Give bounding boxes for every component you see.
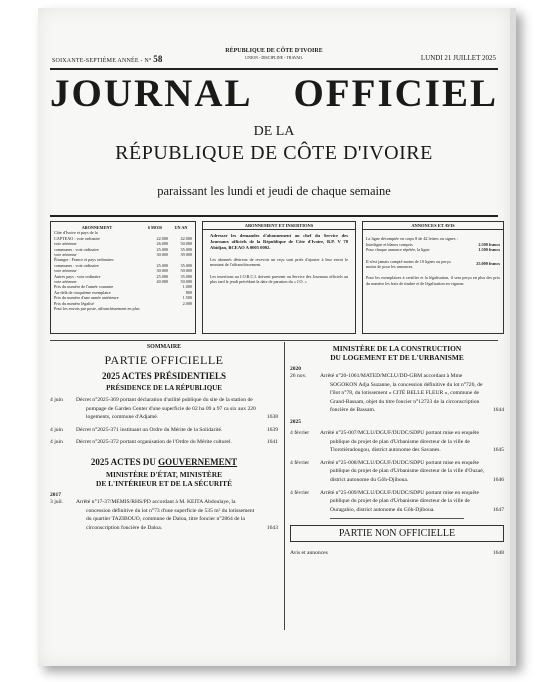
partie-officielle-heading: PARTIE OFFICIELLE (104, 353, 224, 367)
annonces-box: ANNONCES ET AVIS La ligne décomptée en corps 8 de 42 lettres ou signes : Interligne et blancs compris 2.500 francs Pour chaque annonce répétée, la ligne 1.500 francs Il n'est jamais compté moins de 10 lignes ou perçu moins de pour les annonces. 25.000 francs Pour les exemplaires à certifier et la légalisation, il sera perçu en plus des prix du numéro les frais de timbre et de légalisation en vigueur. (362, 221, 504, 334)
masthead-top-line (52, 48, 496, 66)
sommaire-heading: SOMMAIRE (146, 344, 182, 350)
urbanisme-entries (290, 429, 504, 514)
page-number: 1646 (492, 476, 504, 483)
page-number: 1647 (492, 506, 504, 513)
issue-number: 58 (153, 54, 163, 64)
rate-row: Prix du numéro d'une année antérieure 1.500 (54, 295, 192, 301)
presidential-entries (50, 396, 278, 447)
rate-row: Pour les envois par poste, affranchissement en plus (54, 306, 140, 312)
summary-entry: 4 juin Décret n°2025-369 portant déclaration d'utilité publique du site de la station de pompage de Garden Center d'une superficie de 02 ha 09 a 97 ca six aux 220 logements, commune d'Adjamé. 1638 (50, 397, 278, 421)
edition-label: SOIXANTE-SEPTIÈME ANNÉE - N° 58 (52, 54, 163, 64)
journal-cover (38, 8, 516, 666)
summary-entry: 4 février Arrêté n°25-009/MCLU/DGUF/DUDC/SDPU portant mise en enquête publique du projet de plan d'Urbanisme directeur de la ville de Ouragahio, district autonome du Gôh-Djiboua. 1647 (290, 489, 504, 513)
rate-row: voie aérienne 26.000 50.000 (54, 241, 192, 247)
rate-row: CAPTEAO : voie ordinaire 22.000 42.000 (54, 235, 192, 241)
issue-date: LUNDI 21 JUILLET 2025 (420, 54, 496, 62)
rate-row: voie aérienne 40.000 50.000 (54, 279, 192, 285)
rate-row: Autres pays : voie ordinaire 25.000 35.000 (54, 273, 192, 279)
summary-entry: 4 juin Décret n°2025-372 portant organisation de l'Ordre du Mérite culturel. 1641 (50, 439, 278, 446)
rate-row: voie aérienne 30.000 39.000 (54, 252, 192, 258)
country-header: RÉPUBLIQUE DE CÔTE D'IVOIRE UNION - DISCIPLINE - TRAVAIL (52, 48, 496, 60)
sommaire-right-column (290, 344, 504, 556)
ministere-interieur-heading: MINISTÈRE D'ÉTAT, MINISTÈRE DE L'INTÉRIEUR ET DE LA SÉCURITÉ (95, 469, 232, 488)
sommaire-left-column (50, 344, 278, 532)
page-number: 1648 (492, 550, 504, 557)
publication-frequency: paraissant les lundi et jeudi de chaque semaine (157, 184, 391, 198)
rule-top (50, 68, 498, 70)
annonces-line-price: La ligne décomptée en corps 8 de 42 lettres ou signes : Interligne et blancs compris 2.500 francs (366, 236, 500, 247)
rate-row: communes : voie ordinaire 25.000 35.000 (54, 246, 192, 252)
divider (330, 518, 464, 519)
abonnement-box (50, 221, 196, 334)
summary-entry: 4 juin Décret n°2025-371 instituant un Ordre du Mérite de la Solidarité. 1639 (50, 426, 278, 433)
partie-non-officielle-heading: PARTIE NON OFFICIELLE (290, 525, 504, 542)
rate-row: Étranger : France et pays ordinaires (54, 257, 114, 263)
rule-sommaire (50, 340, 498, 341)
journal-title: JOURNAL OFFICIEL (50, 72, 498, 115)
abonnement-rates (54, 230, 192, 311)
year-2017: 2017 (50, 491, 61, 498)
page-number: 1639 (266, 426, 278, 433)
page-number: 1645 (492, 447, 504, 454)
entry-2020: 26 nov. Arrêté n°20-1061/MATED/MCLU/DD-GBM accordant à Mme SOGOKON Adja Suzanne, la concession définitive du lot n°726, de l'îlot n°78, du lotissement « CITÉ BELLE FLEUR », commune de Grand-Bassam, objet du titre foncier n°12723 de la circonscription foncière de Bassam. 1644 (290, 373, 504, 414)
entry-2017: 3 juil. Arrêté n°17-37/MEMIS/RHS/PD accordant à M. KEITA Abdoulaye, la concession définitive du lot n°73 d'une superficie de 535 m² du lotissement du quartier TAZIBOUO, commune de Daloa, titre foncier n°2864 de la circonscription foncière de Daloa. 1643 (50, 498, 278, 531)
rate-row: Au-delà de cinquième exemplaire 800 (54, 289, 192, 295)
insertions-address: Adresser les demandes d'abonnement au chef du Service des Journaux officiels de la République de Côte d'Ivoire, B.P. V 70 Abidjan, BCEAO A 0005 0002. (210, 233, 348, 250)
annonces-certification: Pour les exemplaires à certifier et la légalisation, il sera perçu en plus des prix du numéro les frais de timbre et de légalisation en vigueur. (366, 275, 500, 286)
rate-row: Prix du numéro légalisé 2.000 (54, 300, 192, 306)
actes-gouvernement-heading: 2025 ACTES DU GOUVERNEMENT (90, 456, 238, 467)
rate-row: Prix du numéro de l'année courante 1.000 (54, 284, 192, 290)
year-2025: 2025 (290, 418, 301, 425)
abonnement-header: ABONNEMENT 6 MOIS UN AN (81, 225, 188, 230)
presidence-heading: PRÉSIDENCE DE LA RÉPUBLIQUE (106, 384, 222, 392)
insertions-box: ABONNEMENT ET INSERTIONS Adresser les demandes d'abonnement au chef du Service des Journaux officiels de la République de Côte d'Ivoire, B.P. V 70 Abidjan, BCEAO A 0005 0002. Les abonnés désireux de recevoir un reçu sont priés d'ajouter à leur envoi le montant de l'affranchissement. Les insertions au J.O.R.C.I. doivent parvenir au Service des Journaux officiels au plus tard le jeudi précédant la date de parution du « J.O. » (202, 221, 356, 334)
rate-row: communes : voie ordinaire 25.000 35.000 (54, 262, 192, 268)
title-republic: RÉPUBLIQUE DE CÔTE D'IVOIRE (115, 142, 433, 164)
column-separator (284, 342, 285, 630)
rate-row: voie aérienne 30.000 50.000 (54, 268, 192, 274)
page-number: 1638 (266, 414, 278, 421)
title-de-la: DE LA (253, 124, 295, 139)
national-motto: UNION - DISCIPLINE - TRAVAIL (245, 55, 303, 60)
summary-entry: 4 février Arrêté n°25-008/MCLU/DGUF/DUDC/SDPU portant mise en enquête publique du projet de plan d'Urbanisme directeur de la ville d'Ouzaé, district autonome du Gôh-Djiboua. 1646 (290, 459, 504, 483)
actes-presidentiels-heading: 2025 ACTES PRÉSIDENTIELS (101, 371, 227, 381)
rule-middle (50, 215, 498, 217)
summary-entry: 4 février Arrêté n°25-007/MCLU/DGUF/DUDC/SDPU portant mise en enquête publique du projet de plan d'Urbanisme directeur de la ville de Tiorotièradougou, district autonome des Savanes. 1645 (290, 429, 504, 454)
rate-row: Côte d'Ivoire et pays de la (54, 230, 98, 236)
page-number: 1643 (266, 524, 278, 531)
page-number: 1641 (266, 439, 278, 446)
avis-et-annonces-entry: Avis et annonces 1648 (290, 550, 504, 557)
page-number: 1644 (492, 407, 504, 414)
annonces-minimum: Il n'est jamais compté moins de 10 lignes ou perçu moins de pour les annonces. 25.000 francs (366, 258, 500, 270)
insertions-receipt: Les abonnés désireux de recevoir un reçu sont priés d'ajouter à leur envoi le montant de l'affranchissement. (210, 256, 348, 268)
year-2020: 2020 (290, 366, 301, 372)
annonces-repeat-price: Pour chaque annonce répétée, la ligne 1.500 francs (366, 247, 500, 253)
insertions-deadline: Les insertions au J.O.R.C.I. doivent parvenir au Service des Journaux officiels au plus tard le jeudi précédant la date de parution du « J.O. » (210, 273, 348, 285)
ministere-construction-heading: MINISTÈRE DE LA CONSTRUCTION DU LOGEMENT ET DE L'URBANISME (330, 344, 464, 362)
